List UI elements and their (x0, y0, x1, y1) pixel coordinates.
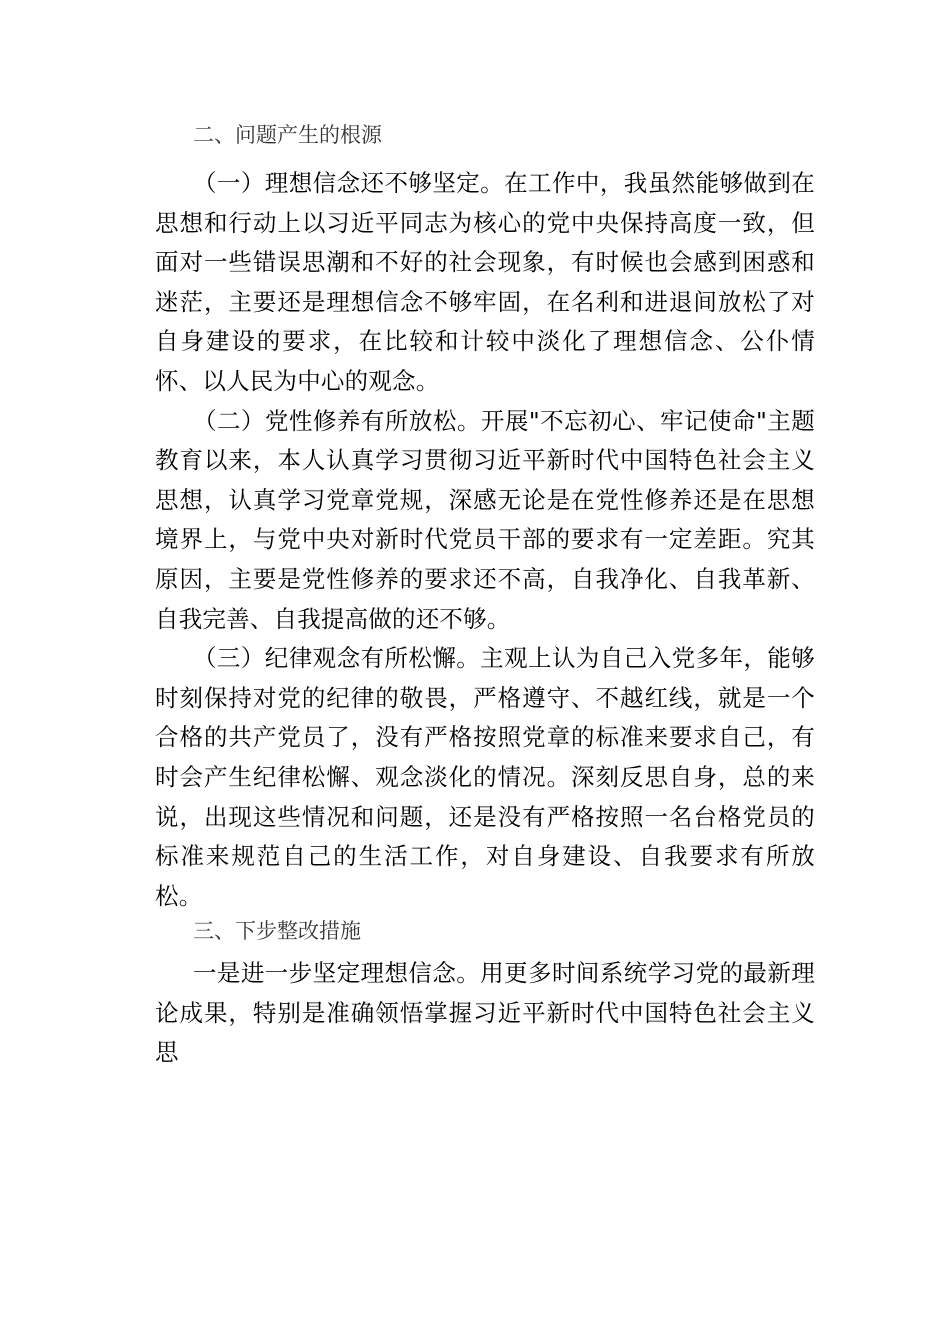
paragraph-discipline: （三）纪律观念有所松懈。主观上认为自己入党多年，能够时刻保持对党的纪律的敬畏，严格遵守、不越红线，就是一个合格的共产党员了，没有严格按照党章的标准来要求自己，有时会产生纪律松懈、观念淡化的情况。深刻反思自身，总的来说，出现这些情况和问题，还是没有严格按照一名台格党员的标准来规范自己的生活工作，对自身建设、自我要求有所放松。 (155, 644, 815, 910)
paragraph-rectification-1: 一是进一步坚定理想信念。用更多时间系统学习党的最新理论成果，特别是准确领悟掌握习近平新时代中国特色社会主义思 (155, 959, 815, 1067)
section-heading-2: 二、问题产生的根源 (193, 123, 382, 147)
paragraph-party-spirit: （二）党性修养有所放松。开展"不忘初心、牢记使命"主题教育以来，本人认真学习贯彻习近平新时代中国特色社会主义思想，认真学习党章党规，深感无论是在党性修养还是在思想境界上，与党中央对新时代党员干部的要求有一定差距。究其原因，主要是党性修养的要求还不高，自我净化、自我革新、自我完善、自我提高做的还不够。 (155, 406, 815, 633)
document-body (155, 120, 815, 1073)
paragraph-ideals: （一）理想信念还不够坚定。在工作中，我虽然能够做到在思想和行动上以习近平同志为核心的党中央保持高度一致，但面对一些错误思潮和不好的社会现象，有时候也会感到困惑和迷茫，主要还是理想信念不够牢固，在名利和进退间放松了对自身建设的要求，在比较和计较中淡化了理想信念、公仆情怀、以人民为中心的观念。 (155, 169, 815, 395)
section-heading-3: 三、下步整改措施 (193, 919, 361, 944)
